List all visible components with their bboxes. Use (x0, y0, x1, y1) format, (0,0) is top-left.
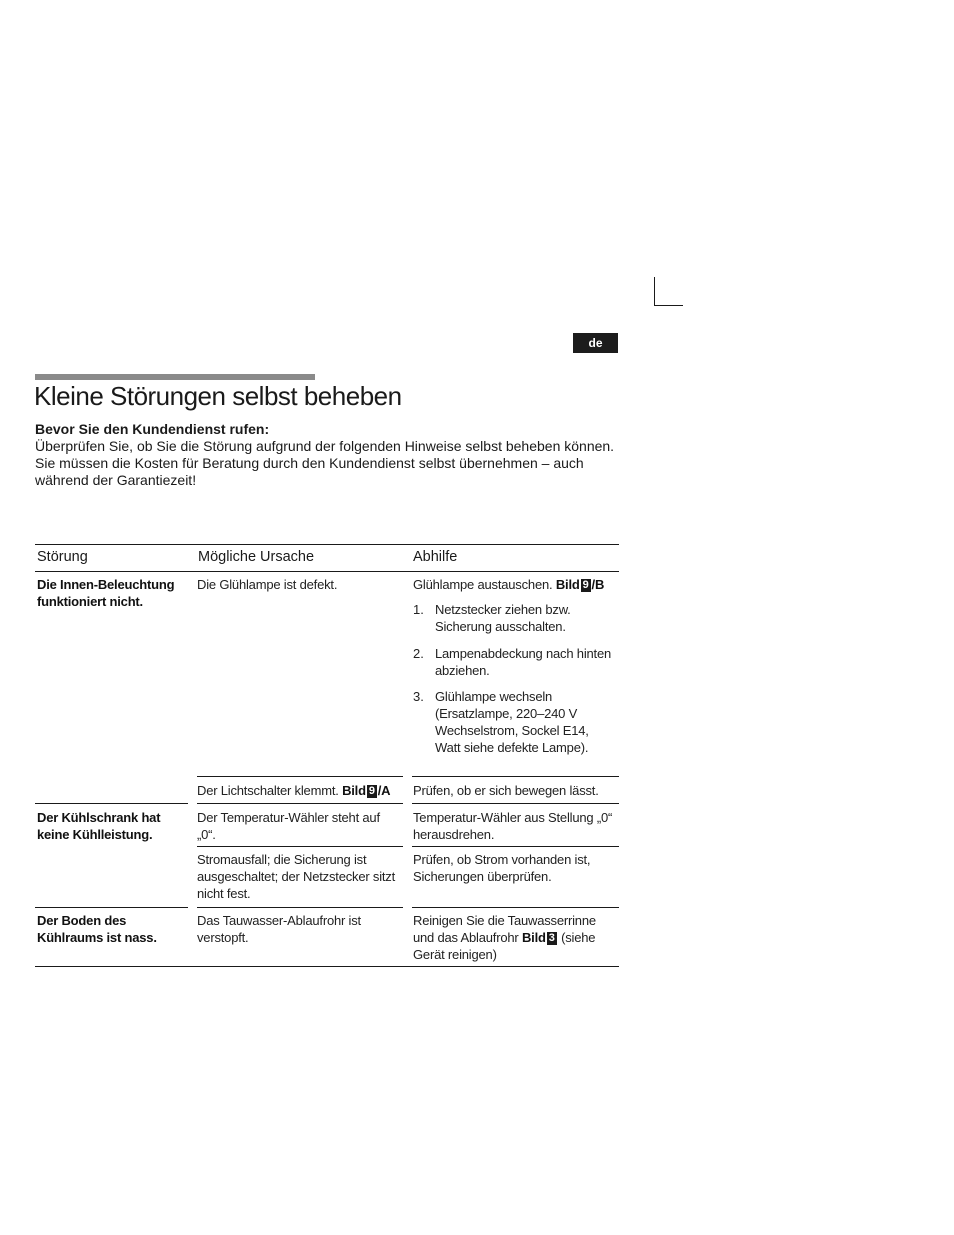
page-title: Kleine Störungen selbst beheben (34, 381, 402, 411)
title-accent-bar (35, 374, 315, 380)
intro-paragraph-1: Überprüfen Sie, ob Sie die Störung aufgrund der folgenden Hinweise selbst beheben können. (35, 438, 615, 454)
figure-ref-suffix: /A (377, 783, 391, 798)
row2-remedy-1: Temperatur-Wähler aus Stellung „0“ herausdrehen. (413, 810, 613, 842)
figure-ref-label: Bild (521, 930, 546, 945)
row1-cause-2-text: Der Lichtschalter klemmt. (197, 783, 339, 798)
header-fault: Störung (37, 549, 88, 565)
row2-cause-1: Der Temperatur-Wähler steht auf „0“. (197, 810, 380, 842)
row1-cause-divider (197, 776, 403, 777)
table-top-rule (35, 544, 619, 545)
figure-number-badge: 9 (368, 785, 375, 797)
crop-mark-vertical (654, 277, 655, 306)
step-3-number: 3. (413, 689, 424, 704)
row3-cause: Das Tauwasser-Ablaufrohr ist verstopft. (197, 913, 361, 945)
figure-ref-suffix: /B (591, 577, 605, 592)
row3-remedy (413, 912, 613, 963)
row1-remedy-divider (412, 776, 619, 777)
header-remedy: Abhilfe (413, 549, 458, 565)
row1-fault-rule (35, 803, 188, 804)
row2-remedy-2: Prüfen, ob Strom vorhanden ist, Sicherungen überprüfen. (413, 852, 591, 884)
step-1-text: Netzstecker ziehen bzw. Sicherung ausschalten. (435, 602, 571, 634)
intro-section (35, 421, 620, 489)
row1-cause-rule (197, 803, 403, 804)
figure-ref-label: Bild (342, 783, 366, 798)
step-2-text: Lampenabdeckung nach hinten abziehen. (435, 646, 612, 678)
row3-fault: Der Boden des Kühlraums ist nass. (37, 913, 157, 945)
row1-cause-1: Die Glühlampe ist defekt. (197, 577, 338, 592)
figure-number-badge: 9 (582, 579, 589, 591)
table-bottom-rule (35, 966, 619, 967)
intro-lead: Bevor Sie den Kundendienst rufen: (35, 421, 270, 437)
step-3-text: Glühlampe wechseln (Ersatzlampe, 220–240 V Wechselstrom, Sockel E14, Watt siehe defekte Lampe). (435, 689, 589, 755)
step-2-number: 2. (413, 646, 424, 661)
row1-remedy-2: Prüfen, ob er sich bewegen lässt. (413, 783, 599, 798)
header-cause: Mögliche Ursache (198, 549, 315, 565)
figure-ref-label: Bild (555, 577, 580, 592)
row2-cause-divider (197, 846, 403, 847)
row2-fault-rule (35, 907, 188, 908)
row2-fault: Der Kühlschrank hat keine Kühlleistung. (37, 810, 161, 842)
row1-fault: Die Innen-Beleuchtung funktioniert nicht. (37, 577, 175, 609)
row1-remedy-rule (412, 803, 619, 804)
row1-remedy-1-text: Glühlampe austauschen. (413, 577, 553, 592)
row3-remedy-note: (siehe Gerät reinigen) (413, 930, 596, 962)
row1-cause-2 (197, 782, 407, 799)
row2-cause-rule (197, 907, 403, 908)
row2-remedy-rule (412, 907, 619, 908)
language-badge: de (573, 333, 618, 353)
table-header-rule (35, 571, 619, 572)
step-1-number: 1. (413, 602, 424, 617)
row2-cause-2: Stromausfall; die Sicherung ist ausgeschaltet; der Netzstecker sitzt nicht fest. (197, 852, 396, 901)
row1-remedy-1 (413, 576, 619, 593)
row2-remedy-divider (412, 846, 619, 847)
figure-number-badge: 3 (548, 932, 555, 944)
intro-paragraph-2: Sie müssen die Kosten für Beratung durch den Kundendienst selbst übernehmen – auch während der Garantiezeit! (35, 455, 584, 488)
row3-remedy-text: Reinigen Sie die Tauwasserrinne und das Ablaufrohr (413, 913, 596, 945)
crop-mark-horizontal (654, 305, 683, 306)
